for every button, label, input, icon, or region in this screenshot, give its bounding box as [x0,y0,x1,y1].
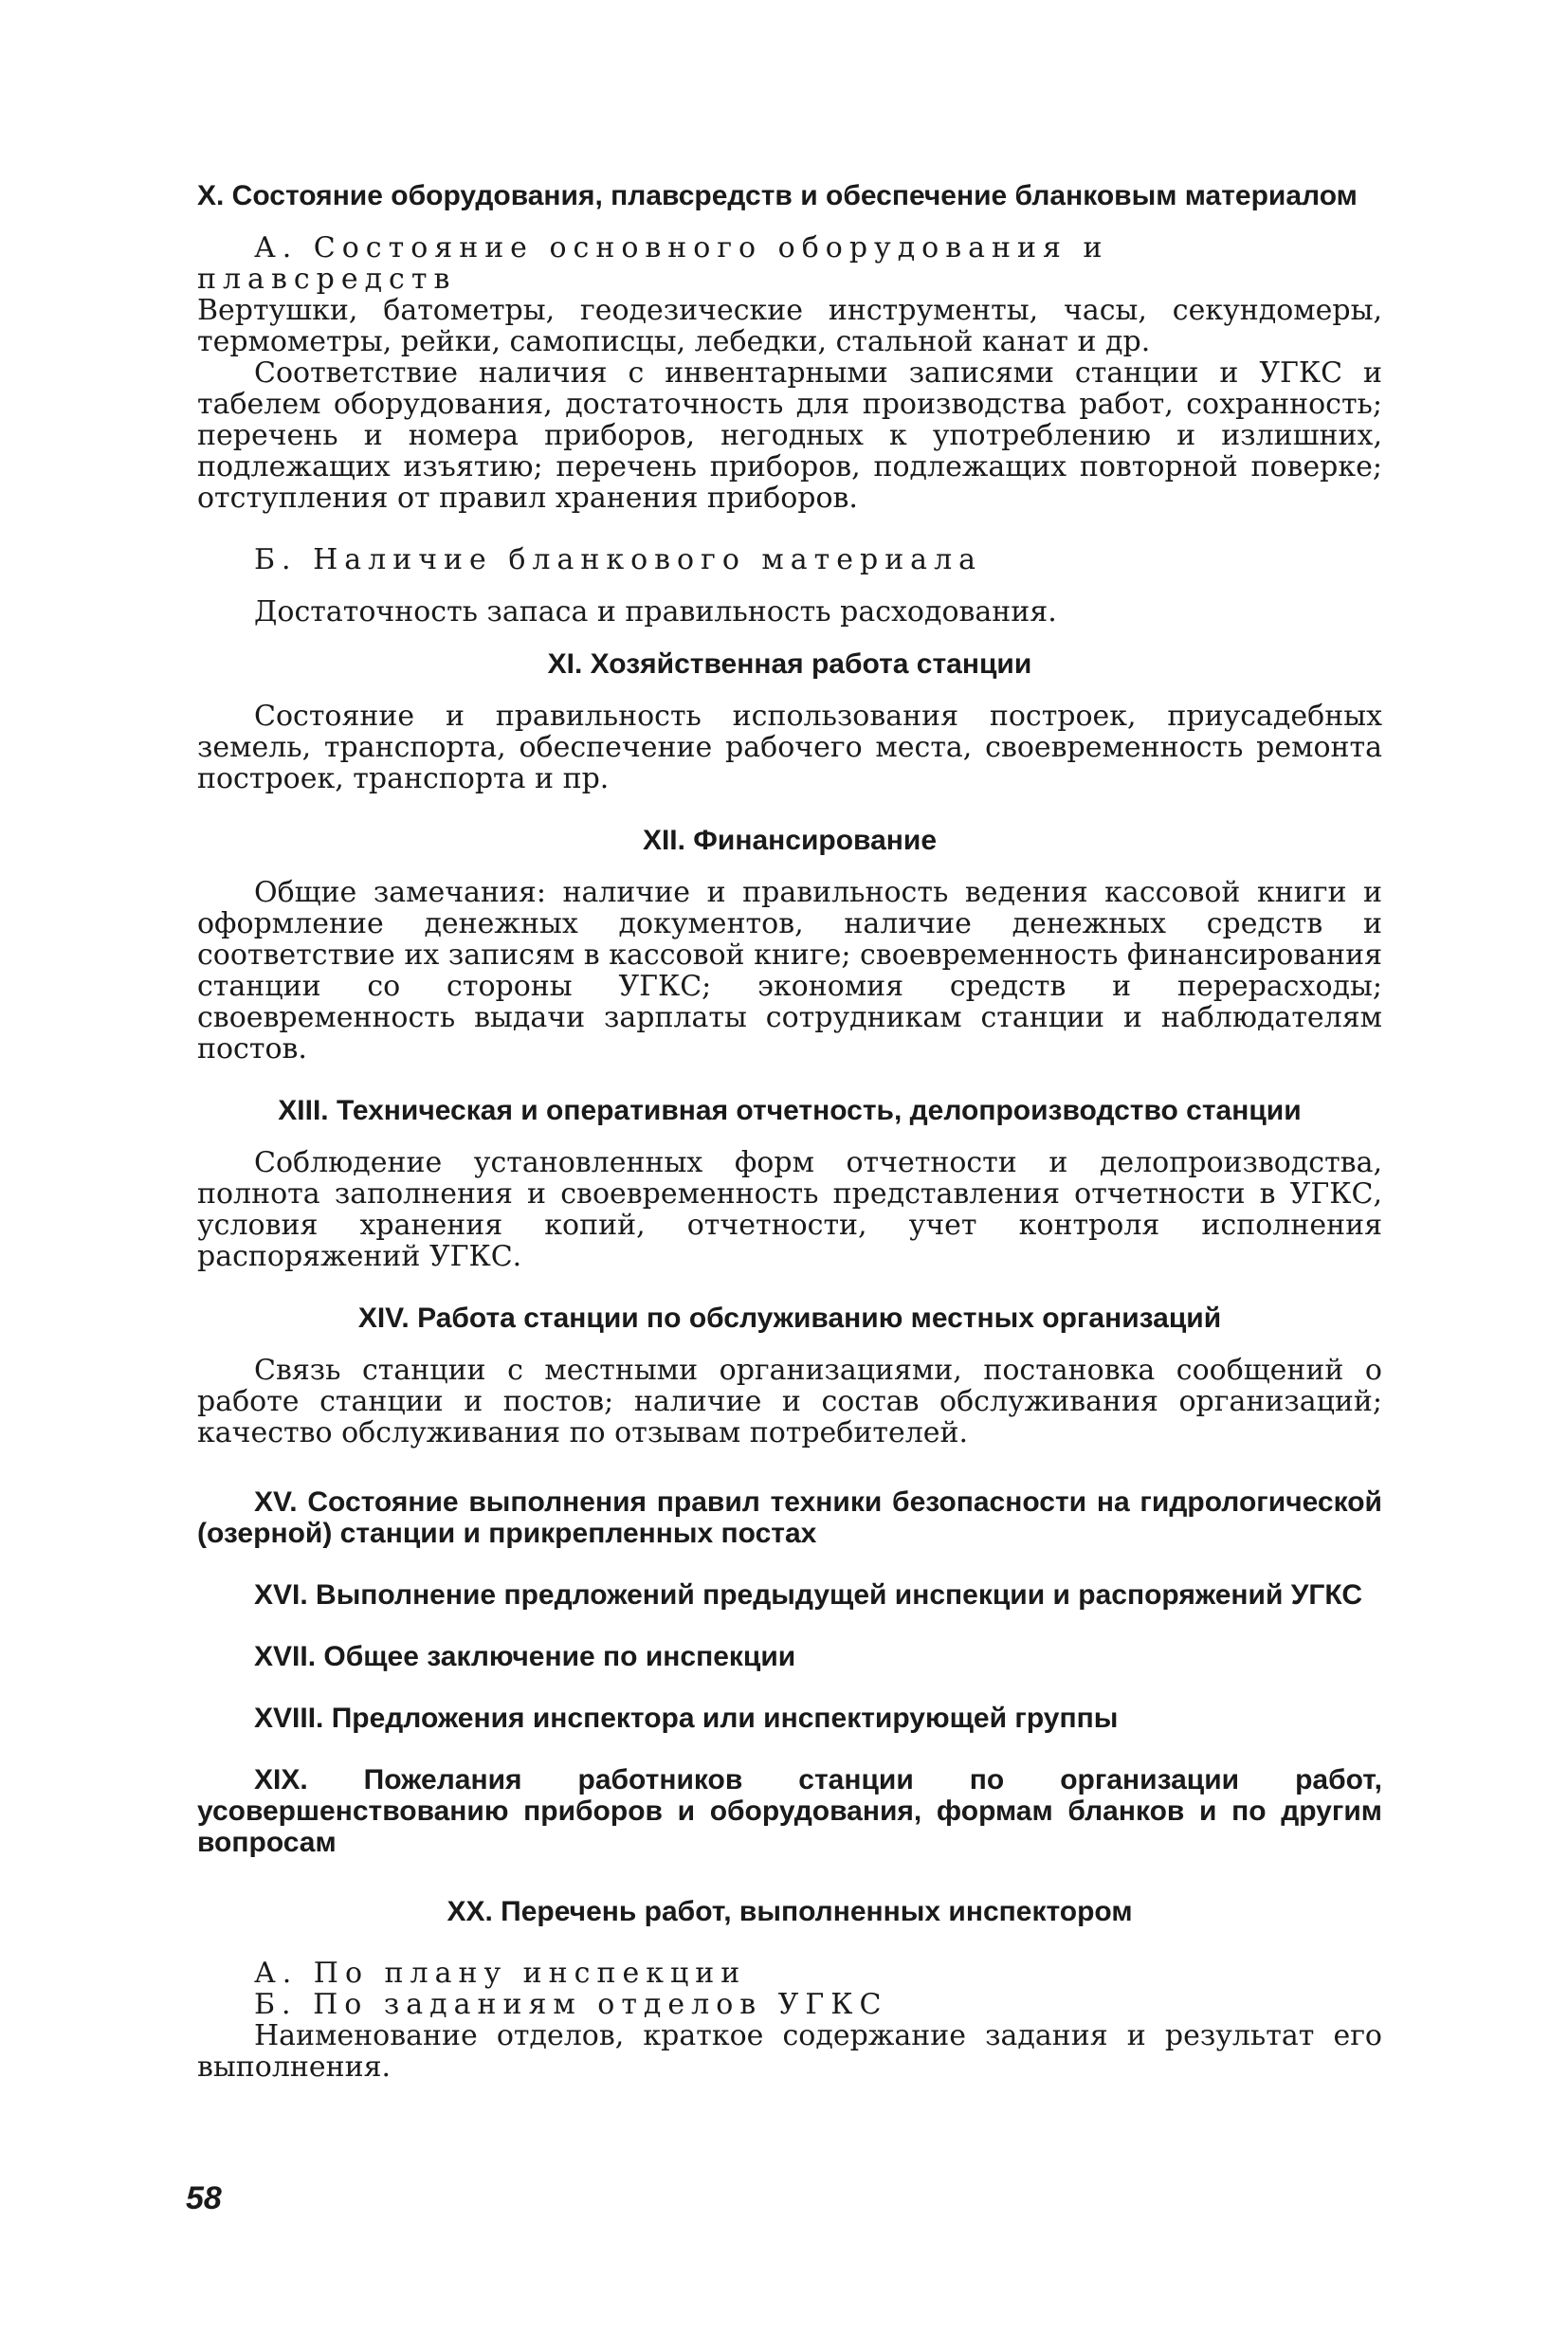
paragraph: Соответствие наличия с инвентарными записями станции и УГКС и табелем оборудования, достаточность для производства работ, сохранность; перечень и номера приборов, негодных к употреблению и излишних, подлежащих изъятию; перечень приборов, подлежащих повторной поверке; отступления от правил хранения приборов. [197,356,1382,515]
paragraph: Достаточность запаса и правильность расходования. [254,595,1057,629]
paragraph: Связь станции с местными организациями, постановка сообщений о работе станции и постов; наличие и состав обслуживания организаций; качество обслуживания по отзывам потребителей. [197,1354,1382,1449]
list-item-b: Б. По заданиям отделов УГКС [254,1988,888,2021]
page-content [197,180,1382,2083]
section-heading-xvi: XVI. Выполнение предложений предыдущей инспекции и распоряжений УГКС [254,1579,1363,1611]
section-heading-xi: XI. Хозяйственная работа станции [547,648,1032,680]
section-heading-xiii: XIII. Техническая и оперативная отчетность, делопроизводство станции [278,1095,1302,1126]
page-number: 58 [186,2180,222,2216]
subsection-title-b: Б. Наличие бланкового материала [254,543,983,576]
section-heading-xx: XX. Перечень работ, выполненных инспектором [447,1896,1133,1927]
subsection-title-a: А. Состояние основного оборудования и плавсредств [197,231,1109,296]
section-heading-x: X. Состояние оборудования, плавсредств и обеспечение бланковым материалом [197,180,1358,211]
list-item-a: А. По плану инспекции [254,1957,747,1990]
paragraph: Соблюдение установленных форм отчетности и делопроизводства, полнота заполнения и своевременность представления отчетности в УГКС, условия хранения копий, отчетности, учет контроля исполнения распоряжений УГКС. [197,1146,1382,1273]
paragraph: Вертушки, батометры, геодезические инструменты, часы, секундомеры, термометры, рейки, самописцы, лебедки, стальной канат и др. [197,294,1382,358]
paragraph: Состояние и правильность использования построек, приусадебных земель, транспорта, обеспечение рабочего места, своевременность ремонта построек, транспорта и пр. [197,700,1382,795]
section-heading-xvii: XVII. Общее заключение по инспекции [254,1641,796,1672]
section-heading-xv: XV. Состояние выполнения правил техники безопасности на гидрологической (озерной) станции и прикрепленных постах [197,1486,1382,1549]
paragraph: Наименование отделов, краткое содержание задания и результат его выполнения. [197,2019,1382,2084]
section-heading-xii: XII. Финансирование [642,825,938,856]
paragraph: Общие замечания: наличие и правильность ведения кассовой книги и оформление денежных документов, наличие денежных средств и соответствие их записям в кассовой книге; своевременность финансирования станции со стороны УГКС; экономия средств и перерасходы; своевременность выдачи зарплаты сотрудникам станции и наблюдателям постов. [197,876,1382,1066]
section-heading-xviii: XVIII. Предложения инспектора или инспектирующей группы [254,1703,1119,1734]
section-heading-xiv: XIV. Работа станции по обслуживанию местных организаций [357,1303,1222,1334]
section-heading-xix: XIX. Пожелания работников станции по организации работ, усовершенствованию приборов и оборудования, формам бланков и по другим вопросам [197,1764,1382,1858]
